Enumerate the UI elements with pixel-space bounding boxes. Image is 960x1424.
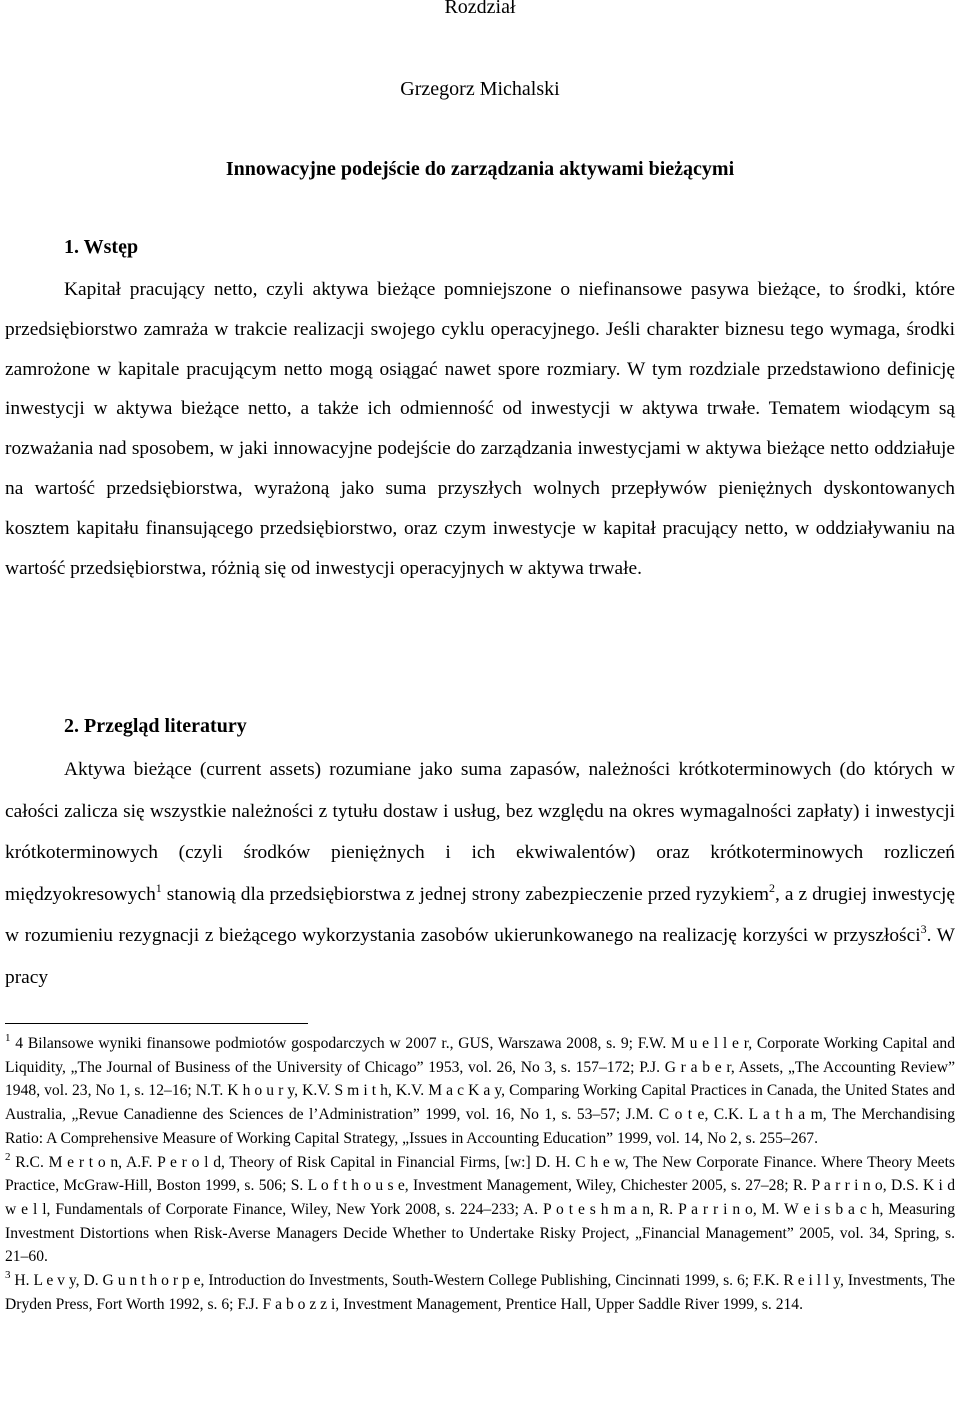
footnote-text: R.C. M e r t o n, A.F. P e r o l d, Theory of Risk Capital in Financial Firms, [w:] D. H. C h e w, The New Corporate Finance. Where Theory Meets Practice, McGraw-Hill, Boston 1999, s. 506; S. L o f t h o u s e, Investment Management, Wiley, Chichester 2005, s. 27–28; R. P a r r i n o, D.S. K i d w e l l, Fundamentals of Corporate Finance, Wiley, New York 2008, s. 224–233; A. P o t e s h m a n, R. P a r r i n o, M. W e i s b a c h, Measuring Investment Distortions when Risk-Averse Managers Decide Whether to Undertake Risky Project, „Financial Management” 2005, vol. 34, Spring, s. 21–60. [5,1153,955,1266]
paragraph-text: stanowią dla przedsiębiorstwa z jednej strony zabezpieczenie przed ryzykiem [161,883,769,905]
section-heading-literature-review: 2. Przegląd literatury [64,715,247,737]
footnote-1 [5,1032,955,1151]
section-heading-introduction: 1. Wstęp [64,236,139,258]
paragraph-text: . W pracy [5,925,955,988]
chapter-title: Innowacyjne podejście do zarządzania aktywami bieżącymi [225,158,735,180]
footnote-reference[interactable]: 1 [155,880,162,895]
paragraph-text: , a z drugiej inwestycję w rozumieniu rezygnacji z bieżącego wykorzystania zasobów ukierunkowanego na realizację korzyści w przyszłości [5,883,955,947]
footnote-2 [5,1151,955,1270]
footnotes-section [5,1032,955,1316]
paragraph-text: Aktywa bieżące (current assets) rozumiane jako suma zapasów, należności krótkoterminowych (do których w całości zalicza się wszystkie należności z tytułu dostaw i usług, bez względu na okres wymagalności zapłaty) i inwestycji krótkoterminowych (czyli środków pieniężnych i ich ekwiwalentów) oraz krótkoterminowych rozliczeń międzyokresowych [5,759,955,905]
author-name: Grzegorz Michalski [400,78,560,100]
footnote-3 [5,1269,955,1316]
footnote-number: 3 [5,1269,11,1282]
footnote-reference[interactable]: 2 [769,880,775,895]
footnote-text: H. L e v y, D. G u n t h o r p e, Introduction do Investments, South-Western College Publishing, Cincinnati 1999, s. 6; F.K. R e i l l y, Investments, The Dryden Press, Fort Worth 1992, s. 6; F.J. F a b o z z i, Investment Management, Prentice Hall, Upper Saddle River 1999, s. 214. [5,1272,955,1313]
footnote-separator [5,1023,308,1024]
introduction-paragraph: Kapitał pracujący netto, czyli aktywa bieżące pomniejszone o niefinansowe pasywa bieżące, to środki, które przedsiębiorstwo zamraża w trakcie realizacji swojego cyklu operacyjnego. Jeśli charakter biznesu tego wymaga, środki zamrożone w kapitale pracującym netto mogą osiągać nawet spore rozmiary. W tym rozdziale przedstawiono definicję inwestycji w aktywa bieżące netto, a także ich odmienność od inwestycji w aktywa trwałe. Tematem wiodącym są rozważania nad sposobem, w jaki innowacyjne podejście do zarządzania inwestycjami w aktywa bieżące netto oddziałuje na wartość przedsiębiorstwa, wyrażoną jako suma przyszłych wolnych przepływów pieniężnych dyskontowanych kosztem kapitału finansującego przedsiębiorstwo, oraz czym inwestycje w kapitał pracujący netto, w oddziaływaniu na wartość przedsiębiorstwa, różnią się od inwestycji operacyjnych w aktywa trwałe. [5,279,955,579]
footnote-text: 4 Bilansowe wyniki finansowe podmiotów gospodarczych w 2007 r., GUS, Warszawa 2008, s. 9; F.W. M u e l l e r, Corporate Working Capital and Liquidity, „The Journal of Business of the University of Chicago” 1953, vol. 26, No 3, s. 157–172; P.J. G r a b e r, Assets, „The Accounting Review” 1948, vol. 23, No 1, s. 12–16; N.T. K h o u r y, K.V. S m i t h, K.V. M a c K a y, Comparing Working Capital Practices in Canada, the United States and Australia, „Revue Canadienne des Sciences de l’Administration” 1999, vol. 16, No 1, s. 53–57; J.M. C o t e, C.K. L a t h a m, The Merchandising Ratio: A Comprehensive Measure of Working Capital Strategy, „Issues in Accounting Education” 1999, vol. 14, No 2, s. 255–267. [5,1035,955,1147]
footnote-number: 1 [5,1032,11,1044]
footnote-number: 2 [5,1150,11,1163]
literature-review-paragraph [5,749,955,999]
footnote-reference[interactable]: 3 [920,922,927,937]
chapter-label: Rozdział [444,0,516,18]
